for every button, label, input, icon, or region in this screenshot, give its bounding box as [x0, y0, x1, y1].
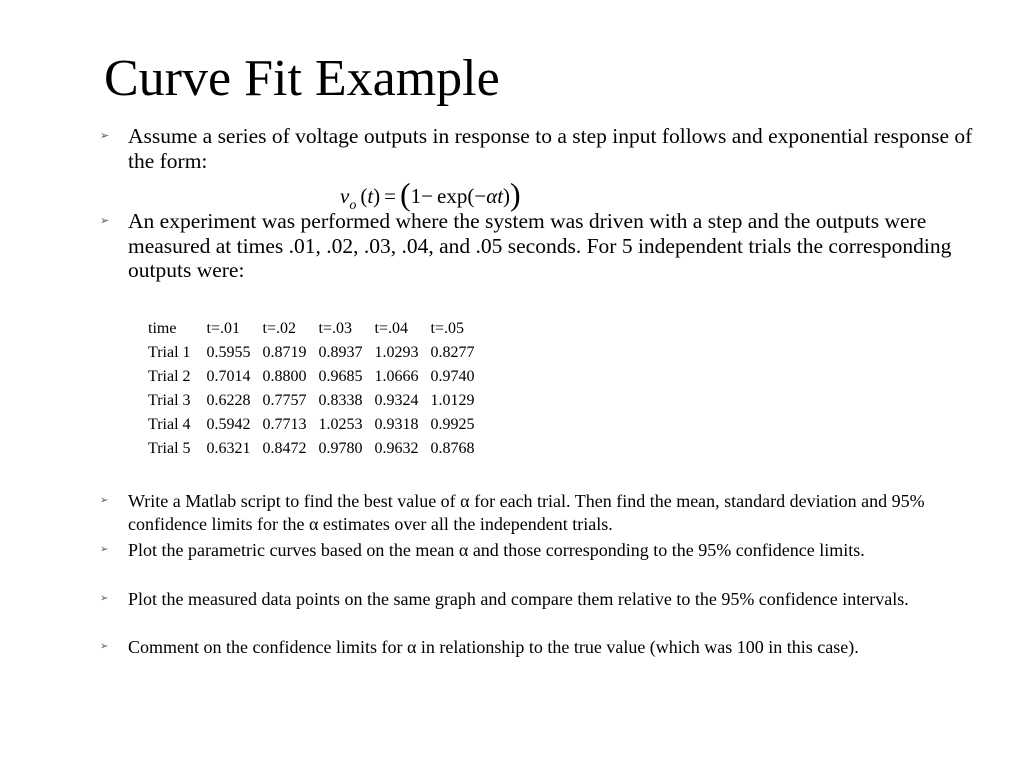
exponential-formula — [340, 172, 521, 212]
trial-data-table — [142, 317, 481, 461]
table-cell: 0.9318 — [374, 416, 419, 433]
arrowhead-bullet-icon: ➢ — [100, 544, 109, 555]
bullet-text: Plot the measured data points on the same graph and compare them relative to the 95% confidence intervals. — [128, 589, 909, 609]
table-cell: 0.9632 — [374, 440, 419, 457]
bullet-experiment — [100, 209, 980, 283]
table-row — [142, 341, 481, 365]
table-cell: Trial 1 — [148, 344, 191, 361]
table-cell: 0.8937 — [318, 344, 363, 361]
arrowhead-bullet-icon: ➢ — [100, 641, 109, 652]
formula-paren-close: ) — [373, 184, 381, 208]
arrowhead-bullet-icon: ➢ — [100, 129, 110, 142]
bullet-matlab-script — [100, 490, 980, 535]
table-cell: 0.8800 — [262, 368, 307, 385]
table-cell: 0.5955 — [206, 344, 251, 361]
table-header: time — [148, 320, 177, 337]
table-header-row — [142, 317, 481, 341]
table-cell: Trial 4 — [148, 416, 191, 433]
table-header: t=.05 — [430, 320, 464, 337]
table-cell: 0.5942 — [206, 416, 251, 433]
table-cell: 0.9740 — [430, 368, 475, 385]
formula-exp: exp( — [437, 184, 475, 208]
table-header: t=.02 — [262, 320, 296, 337]
formula-time: t — [367, 184, 374, 208]
table-cell: 0.9324 — [374, 392, 419, 409]
table-row — [142, 365, 481, 389]
slide-title: Curve Fit Example — [104, 50, 500, 107]
bullet-text: An experiment was performed where the system was driven with a step and the outputs were measured at times .01, .02, .03, .04, and .05 seconds. For 5 independent trials the corresponding outputs were: — [128, 209, 952, 282]
bullet-comment-limits — [100, 636, 980, 659]
formula-big-paren-open: ( — [400, 176, 411, 212]
table-cell: 1.0666 — [374, 368, 419, 385]
table-cell: 0.8277 — [430, 344, 475, 361]
arrowhead-bullet-icon: ➢ — [100, 214, 110, 227]
bullet-text: Plot the parametric curves based on the mean α and those corresponding to the 95% confidence limits. — [128, 540, 865, 560]
table-cell: 0.8768 — [430, 440, 475, 457]
table-cell: 0.7713 — [262, 416, 307, 433]
table-row — [142, 437, 481, 461]
table-header: t=.04 — [374, 320, 408, 337]
table-header: t=.01 — [206, 320, 240, 337]
formula-one: 1 — [410, 184, 422, 208]
formula-variable: v — [340, 184, 350, 208]
formula-minus: − — [421, 184, 434, 208]
table-cell: Trial 2 — [148, 368, 191, 385]
table-cell: Trial 3 — [148, 392, 191, 409]
bullet-text: Assume a series of voltage outputs in response to a step input follows and exponential response of the form: — [128, 124, 973, 173]
bullet-text: Write a Matlab script to find the best value of α for each trial. Then find the mean, standard deviation and 95% confidence limits for the α estimates over all the independent trials. — [128, 491, 925, 534]
table-header: t=.03 — [318, 320, 352, 337]
table-cell: 0.6228 — [206, 392, 251, 409]
table-row — [142, 413, 481, 437]
arrowhead-bullet-icon: ➢ — [100, 495, 109, 506]
table-cell: 1.0129 — [430, 392, 475, 409]
bullet-text: Comment on the confidence limits for α in relationship to the true value (which was 100 in this case). — [128, 637, 859, 657]
table-cell: 0.9925 — [430, 416, 475, 433]
table-cell: 0.8472 — [262, 440, 307, 457]
table-cell: 0.7014 — [206, 368, 251, 385]
formula-subscript: o — [349, 198, 357, 213]
bullet-plot-measured — [100, 588, 980, 611]
formula-equals: = — [384, 184, 397, 208]
formula-inner-close: ) — [503, 184, 511, 208]
table-cell: Trial 5 — [148, 440, 191, 457]
formula-negative: − — [474, 184, 487, 208]
bullet-exponential-response — [100, 124, 980, 173]
table-cell: 0.6321 — [206, 440, 251, 457]
table-row — [142, 389, 481, 413]
table-cell: 0.9685 — [318, 368, 363, 385]
table-cell: 0.8338 — [318, 392, 363, 409]
bullet-plot-parametric — [100, 539, 980, 562]
table-cell: 0.8719 — [262, 344, 307, 361]
table-cell: 0.9780 — [318, 440, 363, 457]
formula-alpha-t: αt — [486, 184, 504, 208]
table-cell: 0.7757 — [262, 392, 307, 409]
formula-big-paren-close: ) — [510, 176, 521, 212]
arrowhead-bullet-icon: ➢ — [100, 593, 109, 604]
table-cell: 1.0253 — [318, 416, 363, 433]
formula-paren-open: ( — [360, 184, 368, 208]
table-cell: 1.0293 — [374, 344, 419, 361]
